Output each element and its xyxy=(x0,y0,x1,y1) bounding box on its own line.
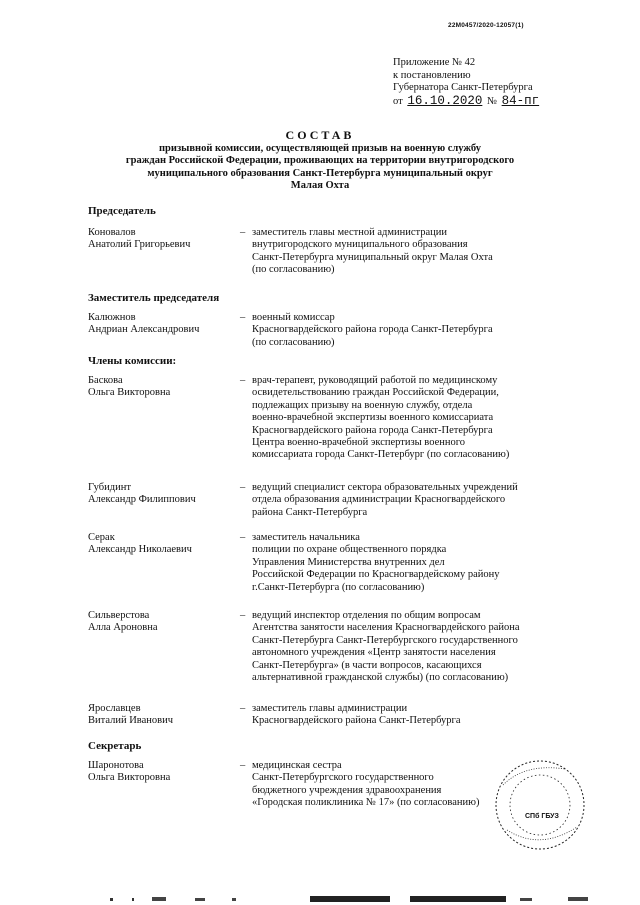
desc-line: Управления Министерства внутренних дел xyxy=(252,556,445,568)
desc-line: врач-терапевт, руководящий работой по медицинскому xyxy=(252,375,498,386)
desc-line: (по согласованию) xyxy=(252,264,335,276)
person-given-names: Алла Ароновна xyxy=(88,622,158,634)
person-surname: Шаронотова xyxy=(88,760,144,771)
section-members: Члены комиссии: xyxy=(88,355,177,367)
person-name-member xyxy=(88,532,192,557)
person-given-names: Ольга Викторовна xyxy=(88,772,171,784)
appendix-date-line xyxy=(393,95,541,109)
desc-line: Красногвардейского района города Санкт-Петербурга xyxy=(252,324,493,336)
desc-line: Красногвардейского района города Санкт-Петербурга xyxy=(252,424,493,436)
person-surname: Сильверстова xyxy=(88,610,150,621)
subtitle-line: Малая Охта xyxy=(290,180,350,192)
document-subtitle xyxy=(60,143,580,193)
dash: – xyxy=(240,532,246,543)
desc-line: (по согласованию) xyxy=(252,336,335,348)
desc-line: внутригородского муниципального образования xyxy=(252,239,468,251)
appendix-line-3: Губернатора Санкт-Петербурга xyxy=(393,82,533,93)
person-desc-member xyxy=(252,482,592,519)
desc-line: подлежащих призыву на военную службу, отдела xyxy=(252,399,473,411)
person-given-names: Андриан Александрович xyxy=(88,324,200,336)
appendix-line-2: к постановлению xyxy=(393,69,471,81)
desc-line: медицинская сестра xyxy=(252,760,342,771)
desc-line: г.Санкт-Петербурга (по согласованию) xyxy=(252,581,425,593)
subtitle-line: муниципального образования Санкт-Петербурга муниципальный округ xyxy=(147,167,493,179)
desc-line: Агентства занятости населения Красногвардейского района xyxy=(252,622,520,634)
document-number: 22M0457/2020-12057(1) xyxy=(448,22,524,29)
person-desc-member xyxy=(252,703,592,728)
person-name-member xyxy=(88,703,173,728)
desc-line: Санкт-Петербурга муниципальный округ Малая Охта xyxy=(252,251,493,263)
number-prefix: № xyxy=(486,95,497,107)
stamp-text: СПб ГБУЗ xyxy=(525,813,559,820)
person-given-names: Виталий Иванович xyxy=(88,715,173,727)
desc-line: «Городская поликлиника № 17» (по согласованию) xyxy=(252,797,480,809)
official-stamp xyxy=(485,755,595,855)
person-name-member xyxy=(88,482,196,507)
document-title: СОСТАВ xyxy=(285,128,355,142)
dash: – xyxy=(240,482,246,493)
dash: – xyxy=(240,375,246,386)
desc-line: Красногвардейского района Санкт-Петербурга xyxy=(252,715,461,727)
person-desc-chairman xyxy=(252,227,592,277)
dash: – xyxy=(240,227,246,238)
person-given-names: Анатолий Григорьевич xyxy=(88,239,191,251)
desc-line: освидетельствованию граждан Российской Федерации, xyxy=(252,387,499,399)
person-given-names: Ольга Викторовна xyxy=(88,387,171,399)
person-desc-deputy xyxy=(252,312,592,349)
appendix-number: 84-пг xyxy=(501,93,540,108)
date-prefix: от xyxy=(393,95,403,107)
desc-line: альтернативной гражданской службы) (по согласованию) xyxy=(252,672,509,684)
dash: – xyxy=(240,703,246,714)
desc-line: отдела образования администрации Красногвардейского xyxy=(252,494,506,506)
desc-line: ведущий специалист сектора образовательных учреждений xyxy=(252,482,518,493)
desc-line: Центра военно-врачебной экспертизы военного xyxy=(252,437,466,449)
person-name-chairman xyxy=(88,227,190,252)
person-desc-member xyxy=(252,610,592,684)
desc-line: бюджетного учреждения здравоохранения xyxy=(252,784,442,796)
dash: – xyxy=(240,760,246,771)
person-given-names: Александр Николаевич xyxy=(88,544,192,556)
subtitle-line: призывной комиссии, осуществляющей призыв на военную службу xyxy=(159,143,481,154)
person-surname: Баскова xyxy=(88,375,123,386)
appendix-line-1: Приложение № 42 xyxy=(393,57,476,68)
dash: – xyxy=(240,312,246,323)
person-desc-member xyxy=(252,375,592,462)
subtitle-line: граждан Российской Федерации, проживающих на территории внутригородского xyxy=(125,155,515,167)
person-name-deputy xyxy=(88,312,199,337)
person-surname: Губидинт xyxy=(88,482,131,493)
desc-line: Российской Федерации по Красногвардейскому району xyxy=(252,569,500,581)
person-surname: Ярославцев xyxy=(88,703,141,714)
person-name-member xyxy=(88,610,158,635)
desc-line: военно-врачебной экспертизы военного комиссариата xyxy=(252,412,494,424)
person-desc-member xyxy=(252,532,592,594)
desc-line: автономного учреждения «Центр занятости населения xyxy=(252,647,496,659)
desc-line: Санкт-Петербургского государственного xyxy=(252,772,434,784)
person-surname: Серак xyxy=(88,532,115,543)
person-surname: Коновалов xyxy=(88,227,136,238)
desc-line: полиции по охране общественного порядка xyxy=(252,544,447,556)
appendix-block xyxy=(393,57,541,108)
section-secretary: Секретарь xyxy=(88,740,142,752)
section-deputy: Заместитель председателя xyxy=(88,292,220,304)
person-given-names: Александр Филиппович xyxy=(88,494,196,506)
desc-line: ведущий инспектор отделения по общим вопросам xyxy=(252,610,481,621)
desc-line: военный комиссар xyxy=(252,312,335,323)
appendix-date: 16.10.2020 xyxy=(407,93,483,108)
person-name-member xyxy=(88,375,170,400)
dash: – xyxy=(240,610,246,621)
desc-line: комиссариата города Санкт-Петербург (по согласованию) xyxy=(252,449,510,461)
desc-line: Санкт-Петербурга Санкт-Петербургского государственного xyxy=(252,634,518,646)
desc-line: заместитель главы администрации xyxy=(252,703,408,714)
person-name-secretary xyxy=(88,760,170,785)
desc-line: заместитель главы местной администрации xyxy=(252,227,448,238)
desc-line: района Санкт-Петербурга xyxy=(252,506,368,518)
desc-line: заместитель начальника xyxy=(252,532,360,543)
desc-line: Санкт-Петербурга» (в части вопросов, касающихся xyxy=(252,659,482,671)
scan-footer-artifacts xyxy=(0,892,640,905)
person-surname: Калюжнов xyxy=(88,312,136,323)
section-chairman: Председатель xyxy=(88,205,156,217)
